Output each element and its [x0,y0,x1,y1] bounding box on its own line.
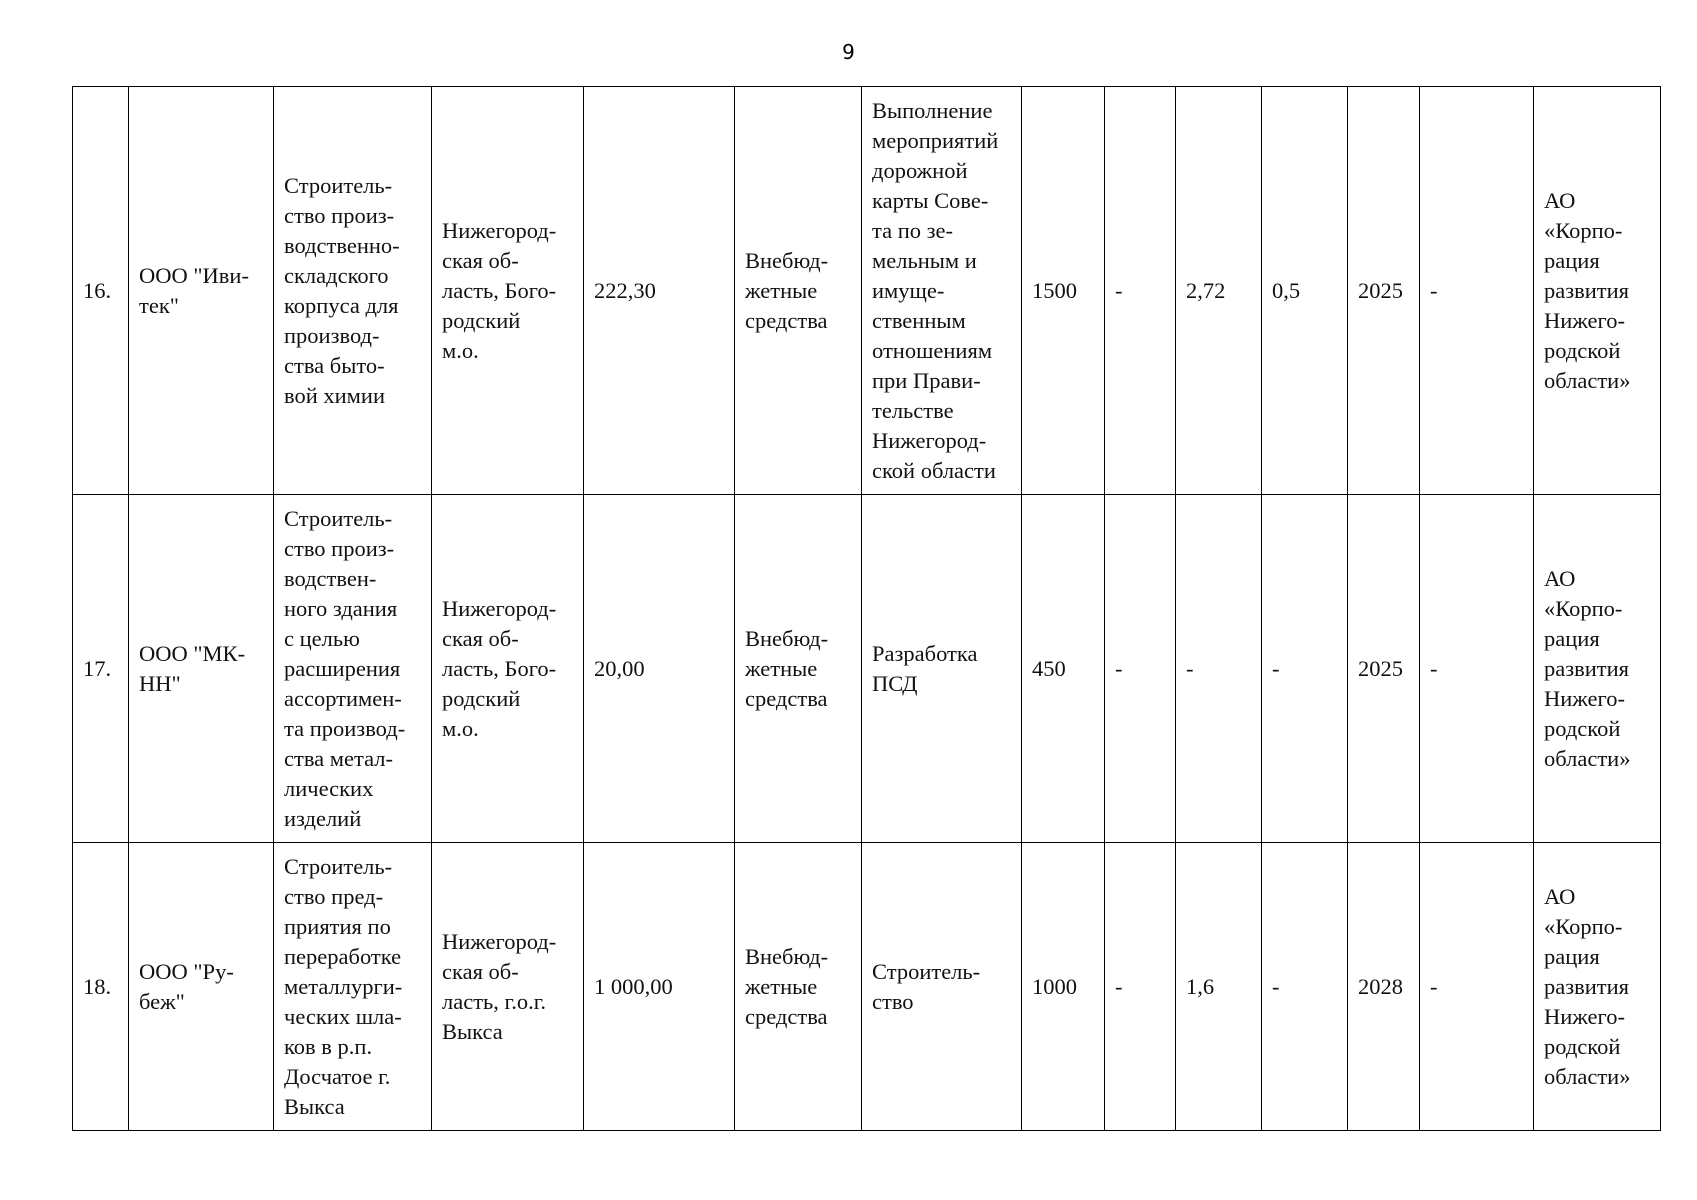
value-col-8: 450 [1022,495,1105,843]
value-col-10: 2,72 [1176,87,1262,495]
value-col-9: - [1105,87,1176,495]
project-location: Нижегород- ская об- ласть, г.о.г. Выкса [432,843,584,1131]
value-col-11: - [1262,843,1348,1131]
row-number: 16. [73,87,129,495]
project-stage: Выполнение мероприятий дорожной карты Сове- та по зе- мельным и имуще- ственным отношениям при Прави- тельстве Нижегород- ской области [862,87,1022,495]
company-name: ООО "Ру- беж" [129,843,274,1131]
value-col-9: - [1105,495,1176,843]
project-location: Нижегород- ская об- ласть, Бого- родский м.о. [432,495,584,843]
value-col-13: - [1420,495,1534,843]
funding-source: Внебюд- жетные средства [735,495,862,843]
row-number: 17. [73,495,129,843]
project-stage: Строитель- ство [862,843,1022,1131]
table-row [73,87,1661,495]
projects-table [72,86,1661,1131]
responsible-organization: АО «Корпо- рация развития Нижего- родской области» [1534,843,1661,1131]
responsible-organization: АО «Корпо- рация развития Нижего- родской области» [1534,495,1661,843]
value-col-8: 1000 [1022,843,1105,1131]
company-name: ООО "Иви- тек" [129,87,274,495]
project-description: Строитель- ство пред- приятия по переработке металлурги- ческих шла- ков в р.п. Досчатое г. Выкса [274,843,432,1131]
company-name: ООО "МК- НН" [129,495,274,843]
table-row [73,495,1661,843]
value-col-13: - [1420,87,1534,495]
investment-amount: 222,30 [584,87,735,495]
value-col-8: 1500 [1022,87,1105,495]
completion-year: 2028 [1348,843,1420,1131]
funding-source: Внебюд- жетные средства [735,87,862,495]
value-col-10: 1,6 [1176,843,1262,1131]
table-row [73,843,1661,1131]
project-description: Строитель- ство произ- водственно- складского корпуса для производ- ства быто- вой химии [274,87,432,495]
value-col-10: - [1176,495,1262,843]
completion-year: 2025 [1348,87,1420,495]
value-col-9: - [1105,843,1176,1131]
project-description: Строитель- ство произ- водствен- ного здания с целью расширения ассортимен- та производ- ства метал- лических изделий [274,495,432,843]
page-number: 9 [842,40,855,64]
value-col-13: - [1420,843,1534,1131]
row-number: 18. [73,843,129,1131]
investment-amount: 1 000,00 [584,843,735,1131]
project-location: Нижегород- ская об- ласть, Бого- родский м.о. [432,87,584,495]
responsible-organization: АО «Корпо- рация развития Нижего- родской области» [1534,87,1661,495]
value-col-11: 0,5 [1262,87,1348,495]
investment-amount: 20,00 [584,495,735,843]
funding-source: Внебюд- жетные средства [735,843,862,1131]
completion-year: 2025 [1348,495,1420,843]
value-col-11: - [1262,495,1348,843]
project-stage: Разработка ПСД [862,495,1022,843]
